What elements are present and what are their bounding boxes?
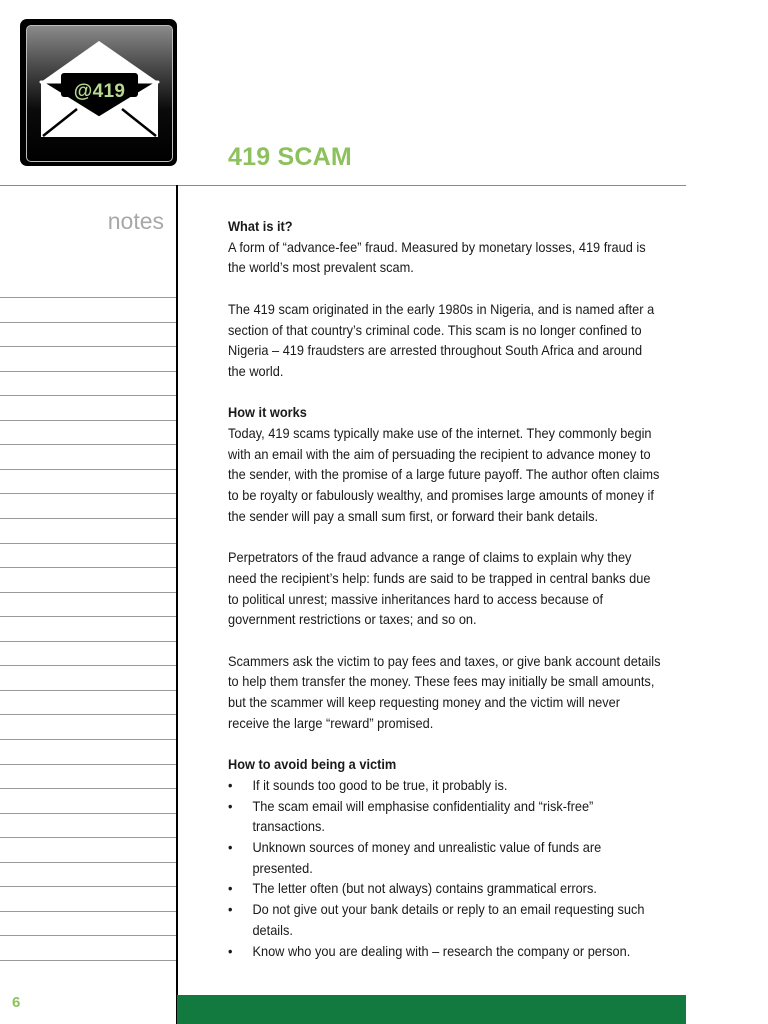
- note-line: [0, 739, 176, 740]
- main-content: [228, 217, 662, 962]
- bullet-item: • Do not give out your bank details or reply to an email requesting such details.: [228, 900, 662, 941]
- note-line: [0, 935, 176, 936]
- spacer: [228, 383, 662, 404]
- note-line: [0, 665, 176, 666]
- paragraph: A form of “advance-fee” fraud. Measured by monetary losses, 419 fraud is the world’s most prevalent scam.: [228, 239, 646, 276]
- bullet-list: [228, 776, 662, 962]
- notes-lines: [0, 0, 176, 1024]
- note-line: [0, 616, 176, 617]
- note-line: [0, 346, 176, 347]
- note-line: [0, 764, 176, 765]
- bullet-item: • Unknown sources of money and unrealistic value of funds are presented.: [228, 838, 662, 879]
- section-heading: How to avoid being a victim: [228, 757, 397, 773]
- paragraph: Perpetrators of the fraud advance a range of claims to explain why they need the recipient’s help: funds are said to be trapped in central banks due to political unrest; massive inheritances hard to access because of government restrictions or taxes; and so on.: [228, 550, 651, 628]
- note-line: [0, 395, 176, 396]
- spacer: [228, 631, 662, 652]
- note-line: [0, 641, 176, 642]
- spacer: [228, 528, 662, 549]
- note-line: [0, 518, 176, 519]
- note-line: [0, 297, 176, 298]
- page-title: 419 SCAM: [228, 143, 352, 171]
- note-line: [0, 862, 176, 863]
- note-line: [0, 886, 176, 887]
- spacer: [228, 279, 662, 300]
- bullet-item: • If it sounds too good to be true, it probably is.: [228, 776, 662, 797]
- bullet-item: • The letter often (but not always) contains grammatical errors.: [228, 879, 662, 900]
- bullet-item: • The scam email will emphasise confidentiality and “risk-free” transactions.: [228, 797, 662, 838]
- note-line: [0, 690, 176, 691]
- note-line: [0, 322, 176, 323]
- note-line: [0, 911, 176, 912]
- note-line: [0, 813, 176, 814]
- note-line: [0, 420, 176, 421]
- note-line: [0, 543, 176, 544]
- note-line: [0, 469, 176, 470]
- page-number: 6: [12, 994, 21, 1011]
- paragraph: Scammers ask the victim to pay fees and taxes, or give bank account details to help them transfer the money. These fees may initially be small amounts, but the scammer will keep requesting money and the victim will never receive the large “reward” promised.: [228, 653, 661, 731]
- spacer: [228, 735, 662, 756]
- paragraph: The 419 scam originated in the early 1980s in Nigeria, and is named after a section of that country’s criminal code. This scam is no longer confined to Nigeria – 419 fraudsters are arrested throughout South Africa and around the world.: [228, 301, 655, 379]
- paragraph: Today, 419 scams typically make use of the internet. They commonly begin with an email with the aim of persuading the recipient to advance money to the sender, with the promise of a large future payoff. The author often claims to be royalty or fabulously wealthy, and promises large amounts of money if the sender will pay a small sum first, or forward their bank details.: [228, 426, 660, 524]
- note-line: [0, 960, 176, 961]
- footer-bar: [177, 995, 686, 1024]
- note-line: [0, 592, 176, 593]
- notes-column-divider: [176, 185, 178, 1024]
- note-line: [0, 493, 176, 494]
- section-heading: What is it?: [228, 219, 293, 234]
- bullet-item: • Know who you are dealing with – research the company or person.: [228, 942, 662, 963]
- note-line: [0, 714, 176, 715]
- note-line: [0, 788, 176, 789]
- section-heading: How it works: [228, 405, 307, 421]
- note-line: [0, 837, 176, 838]
- note-line: [0, 444, 176, 445]
- logo-label: @419: [73, 81, 126, 102]
- note-line: [0, 371, 176, 372]
- note-line: [0, 567, 176, 568]
- notes-label: notes: [107, 208, 164, 234]
